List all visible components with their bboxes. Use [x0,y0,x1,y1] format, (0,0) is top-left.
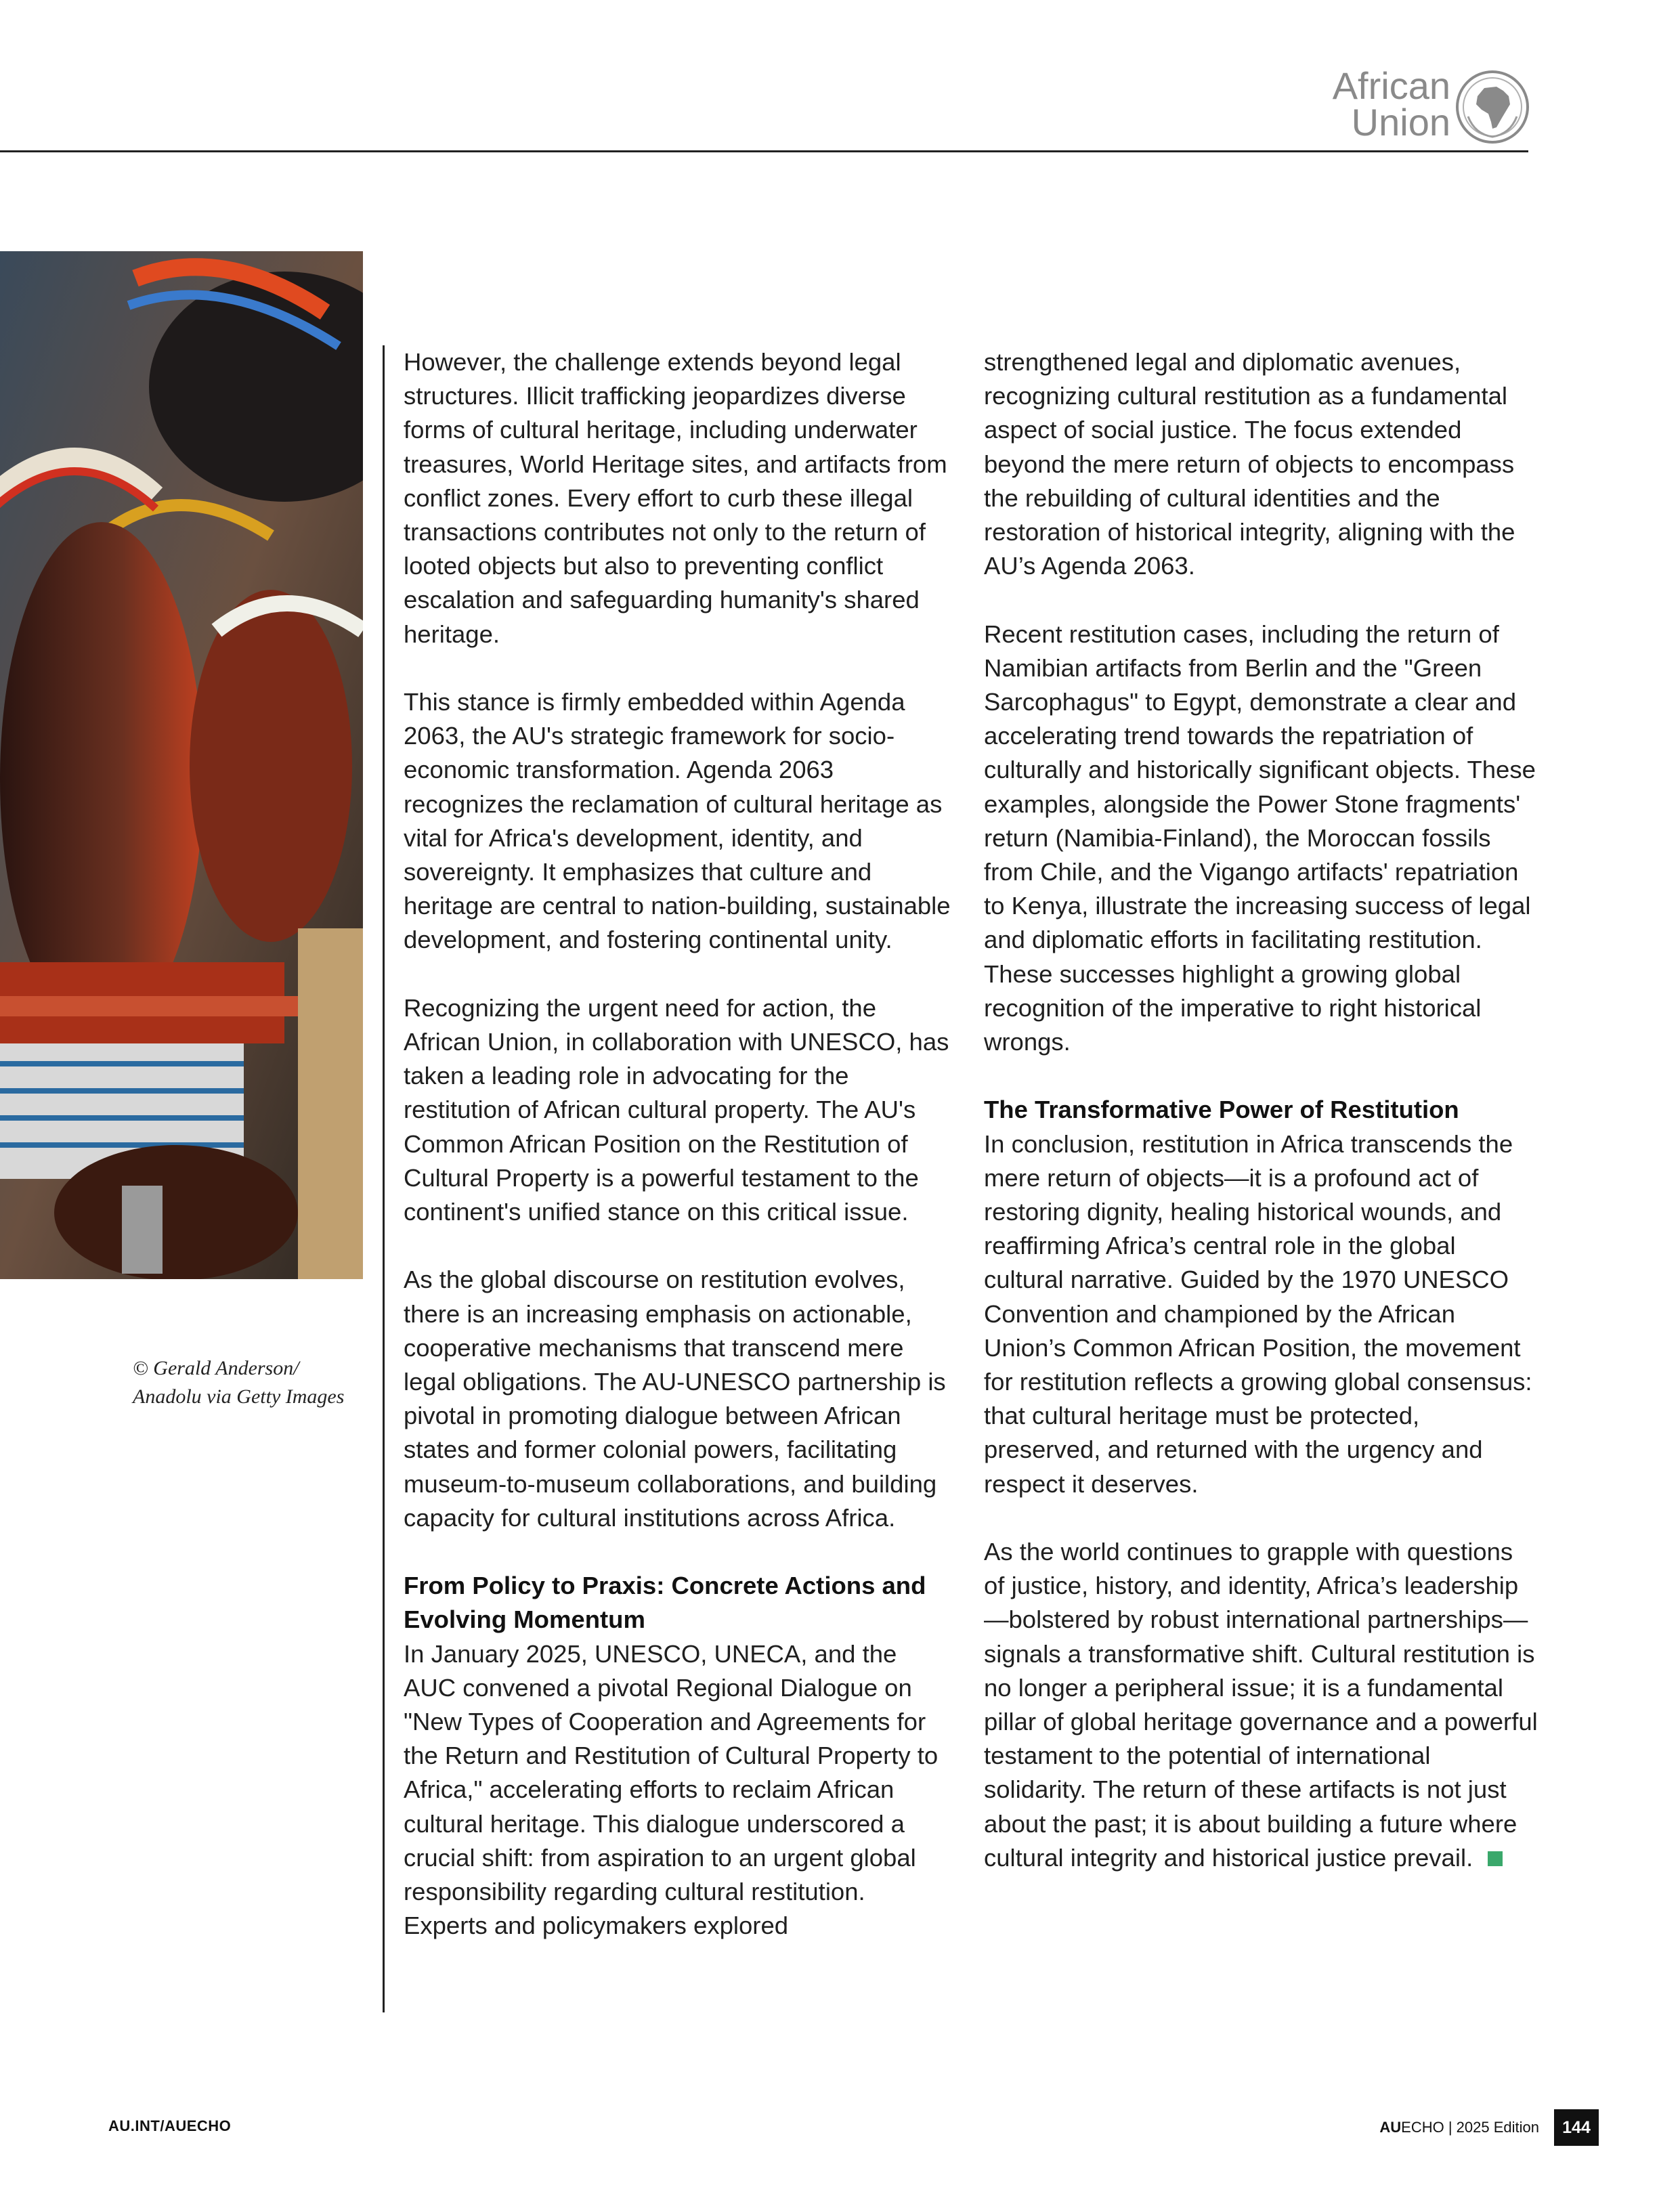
paragraph: In January 2025, UNESCO, UNECA, and the AUC convened a pivotal Regional Dialogue on "New Types of Cooperation and Agreements for the Return and Restitution of Cultural Property to Africa," accelerating efforts to reclaim African cultural heritage. This dialogue underscored a crucial shift: from aspiration to an urgent global responsibility regarding cultural restitution. Experts and policymakers explored [404,1639,939,1940]
article-column-left [404,345,952,1977]
au-emblem-icon [1455,69,1530,145]
photo-caption: © Gerald Anderson/ Anadolu via Getty Images [133,1357,345,1408]
logo-line2: Union [1351,101,1450,144]
paragraph: This stance is firmly embedded within Agenda 2063, the AU's strategic framework for socio-economic transformation. Agenda 2063 recognizes the reclamation of cultural heritage as vital for Africa's development, identity, and sovereignty. It emphasizes that culture and heritage are central to nation-building, sustainable development, and fostering continental unity. [404,688,951,954]
column-rule [383,345,385,2012]
section-heading: The Transformative Power of Restitution [984,1096,1459,1124]
footer-website-link[interactable]: AU.INT/AUECHO [108,2117,232,2134]
logo-line1: African [1332,64,1450,107]
paragraph-final-text: As the world continues to grapple with questions of justice, history, and identity, Africa’s leadership—bolstered by robust international partnerships—signals a transformative shift. Cultural restitution is no longer a peripheral issue; it is a fundamental pillar of global heritage governance and a powerful testament to the potential of international solidarity. The return of these artifacts is not just about the past; it is about building a future where cultural integrity and historical justice prevail. [984,1538,1538,1872]
footer-brand-bold: AU [1379,2119,1402,2136]
paragraph-final [984,1535,1539,1875]
paragraph: Recognizing the urgent need for action, the African Union, in collaboration with UNESCO, has taken a leading role in advocating for the restitution of African cultural property. The AU's Common African Position on the Restitution of Cultural Property is a powerful testament to the continent's unified stance on this critical issue. [404,993,949,1226]
photo-illustration [0,251,363,1279]
paragraph: In conclusion, restitution in Africa transcends the mere return of objects—it is a profound act of restoring dignity, healing historical wounds, and reaffirming Africa’s central role in the global cultural narrative. Guided by the 1970 UNESCO Convention and championed by the African Union’s Common African Position, the movement for restitution reflects a growing global consensus: that cultural heritage must be protected, preserved, and returned with the urgency and respect it deserves. [984,1129,1532,1498]
photo-maasai-women [0,251,363,1279]
header-rule [0,150,1528,152]
african-union-logo [1320,64,1530,149]
article-column-right [984,345,1539,1909]
section-heading: From Policy to Praxis: Concrete Actions and Evolving Momentum [404,1572,926,1634]
footer-edition: | 2025 Edition [1444,2119,1539,2136]
paragraph: However, the challenge extends beyond legal structures. Illicit trafficking jeopardizes diverse forms of cultural heritage, including underwater treasures, World Heritage sites, and artifacts from conflict zones. Every effort to curb these illegal transactions contributes not only to the return of looted objects but also to preventing conflict escalation and safeguarding humanity's shared heritage. [404,348,947,648]
page-number-badge: 144 [1554,2109,1599,2146]
paragraph: strengthened legal and diplomatic avenues, recognizing cultural restitution as a fundamental aspect of social justice. The focus extended beyond the mere return of objects to encompass the rebuilding of cultural identities and the restoration of historical integrity, aligning with the AU’s Agenda 2063. [984,348,1515,580]
logo-wordmark [1332,64,1450,144]
paragraph: Recent restitution cases, including the return of Namibian artifacts from Berlin and the "Green Sarcophagus" to Egypt, demonstrate a clear and accelerating trend towards the repatriation of culturally and historically significant objects. These examples, alongside the Power Stone fragments' return (Namibia-Finland), the Moroccan fossils from Chile, and the Vigango artifacts' repatriation to Kenya, illustrate the increasing success of legal and diplomatic efforts in facilitating restitution. These successes highlight a growing global recognition of the imperative to right historical wrongs. [984,620,1536,1056]
footer-brand-rest: ECHO [1401,2119,1444,2136]
footer-publication [1379,2109,1599,2146]
end-of-article-icon [1488,1851,1503,1866]
paragraph: As the global discourse on restitution evolves, there is an increasing emphasis on actionable, cooperative mechanisms that transcend mere legal obligations. The AU-UNESCO partnership is pivotal in promoting dialogue between African states and former colonial powers, facilitating museum-to-museum collaborations, and building capacity for cultural institutions across Africa. [404,1266,946,1532]
